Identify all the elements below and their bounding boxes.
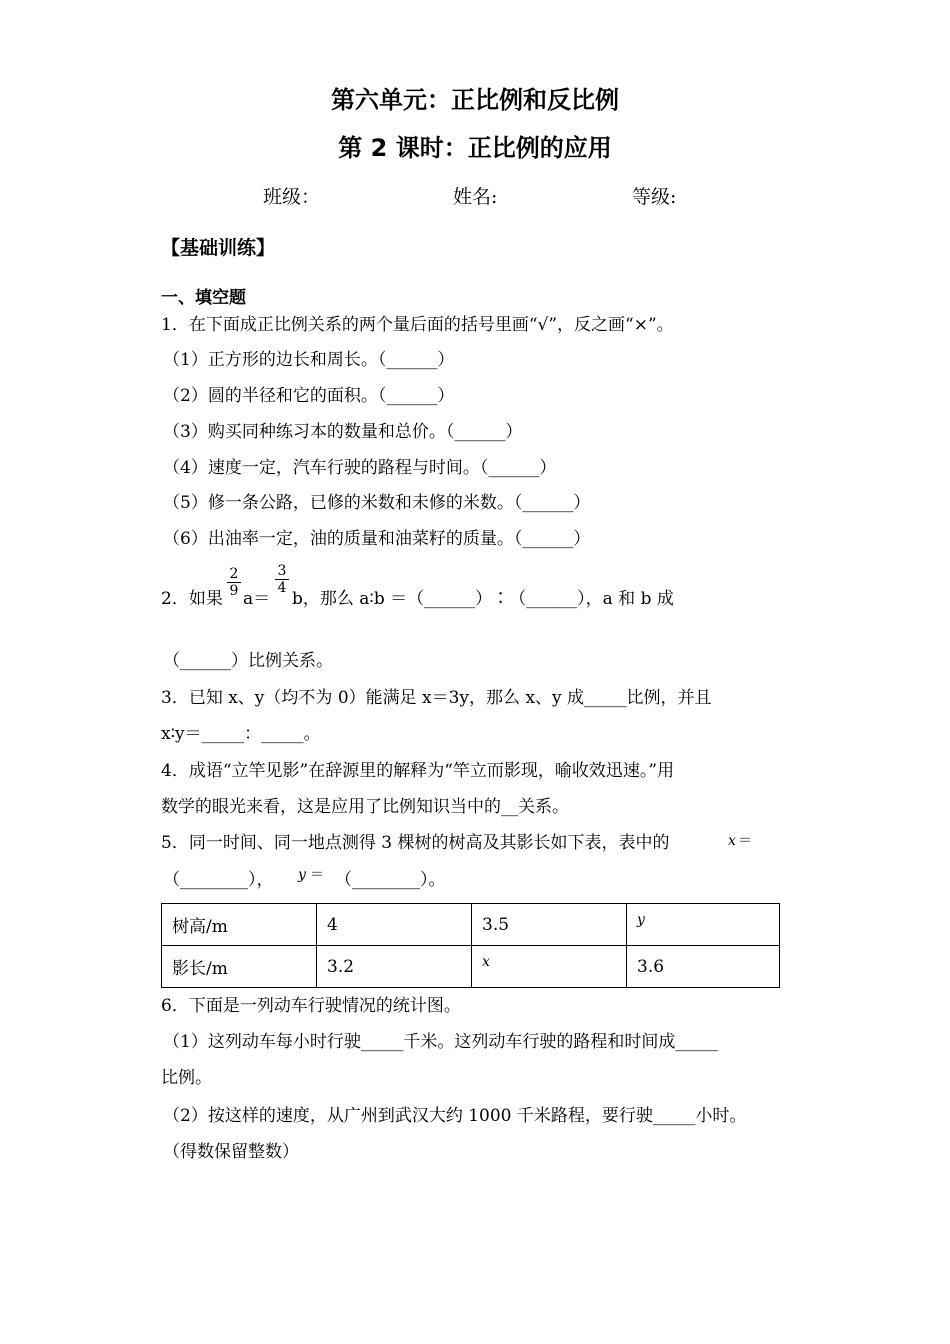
- q1-item-5: （5）修一条公路，已修的米数和未修的米数。（______）: [163, 493, 591, 513]
- q6-p2-line1: （2）按这样的速度，从广州到武汉大约 1000 千米路程，要行驶_____小时。: [163, 1106, 747, 1126]
- q6-p2-line2: （得数保留整数）: [163, 1142, 299, 1162]
- q1-item-3: （3）购买同种练习本的数量和总价。（______）: [163, 422, 523, 442]
- q2-fraction-2: [275, 563, 289, 596]
- tree-shadow-table: [161, 903, 780, 988]
- table-row: [162, 904, 780, 946]
- q2-fraction-1: [227, 566, 241, 599]
- q1-stem: 1．在下面成正比例关系的两个量后面的括号里画“√”，反之画“×”。: [161, 315, 674, 335]
- name-label: 姓名:: [453, 186, 498, 208]
- section-heading: 【基础训练】: [161, 237, 276, 259]
- table-cell: 树高/m: [162, 904, 317, 946]
- q1-item-4: （4）速度一定，汽车行驶的路程与时间。（______）: [163, 458, 557, 478]
- q6-p1-line2: 比例。: [161, 1068, 212, 1088]
- q5-x-var: x: [728, 833, 736, 849]
- table-cell: 3.5: [472, 904, 627, 946]
- part-one-heading: 一、填空题: [161, 288, 246, 308]
- unit-title: 第六单元：正比例和反比例: [331, 86, 619, 114]
- q5-blank-y: （________）。: [335, 870, 446, 890]
- table-cell: x: [472, 946, 627, 988]
- q6-p1-line1: （1）这列动车每小时行驶_____千米。这列动车行驶的路程和时间成_____: [163, 1032, 718, 1052]
- table-row: [162, 946, 780, 988]
- q5-line1: 5．同一时间、同一地点测得 3 棵树的树高及其影长如下表，表中的: [161, 833, 670, 853]
- grade-label: 等级:: [632, 186, 677, 208]
- q3-line2: x∶y＝_____：_____。: [161, 724, 321, 744]
- q2-prefix: 2．如果: [161, 589, 223, 609]
- q2-frac2-den: 4: [277, 580, 287, 596]
- table-cell: 3.6: [627, 946, 780, 988]
- q6-stem: 6．下面是一列动车行驶情况的统计图。: [161, 996, 461, 1016]
- q2-line2: （______）比例关系。: [163, 651, 333, 671]
- lesson-title: 第 2 课时：正比例的应用: [338, 134, 612, 162]
- q2-rest: b，那么 a∶b ＝（______）∶（______），a 和 b 成: [292, 589, 674, 609]
- q2-mid: a＝: [243, 589, 271, 609]
- q5-x-eq: ＝: [738, 833, 752, 849]
- table-cell: 影长/m: [162, 946, 317, 988]
- q5-blank-x: （________），: [163, 870, 274, 890]
- q1-item-1: （1）正方形的边长和周长。（______）: [163, 350, 455, 370]
- q4-line1: 4．成语“立竿见影”在辞源里的解释为“竿立而影现，喻收效迅速。”用: [161, 761, 675, 781]
- q2-frac1-den: 9: [229, 583, 239, 599]
- q2-frac1-num: 2: [229, 566, 239, 582]
- q2-frac2-num: 3: [277, 563, 287, 579]
- q5-y-eq: ＝: [310, 867, 324, 883]
- q1-item-2: （2）圆的半径和它的面积。（______）: [163, 386, 455, 406]
- q3-line1: 3．已知 x、y（均不为 0）能满足 x＝3y，那么 x、y 成_____比例，并且: [161, 688, 712, 708]
- table-cell: 3.2: [317, 946, 472, 988]
- q1-item-6: （6）出油率一定，油的质量和油菜籽的质量。（______）: [163, 529, 591, 549]
- q4-line2: 数学的眼光来看，这是应用了比例知识当中的__关系。: [161, 797, 569, 817]
- table-cell: y: [627, 904, 780, 946]
- class-label: 班级：: [263, 186, 321, 208]
- q5-y-var: y: [298, 867, 306, 883]
- table-cell: 4: [317, 904, 472, 946]
